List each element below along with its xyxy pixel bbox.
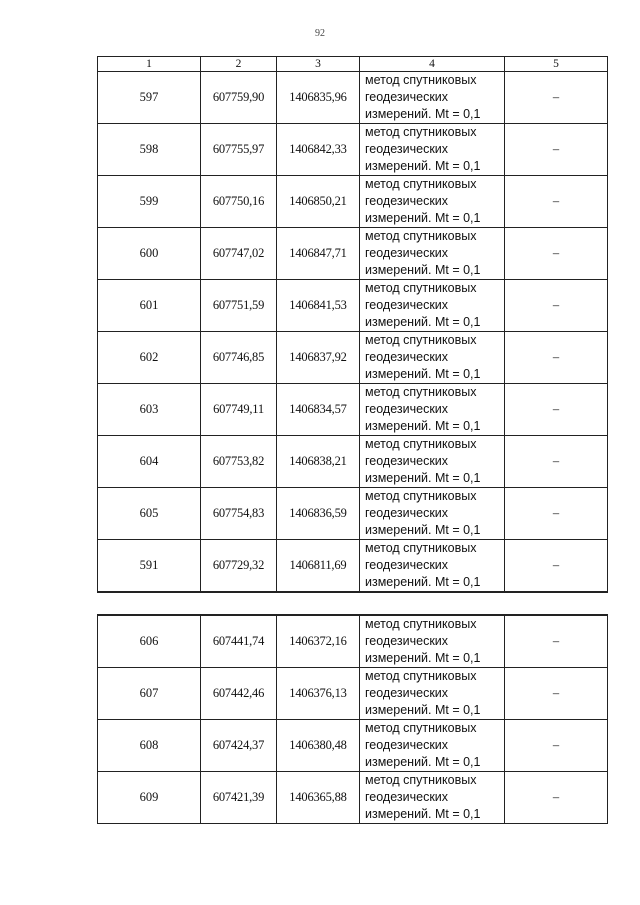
method-cell — [360, 772, 505, 824]
page-number: 92 — [315, 28, 325, 39]
x-coordinate-cell: 607746,85 — [201, 332, 277, 384]
method-cell — [360, 332, 505, 384]
method-cell — [360, 228, 505, 280]
point-number-cell: 602 — [98, 332, 201, 384]
point-number-cell: 603 — [98, 384, 201, 436]
method-cell — [360, 720, 505, 772]
method-line: геодезических — [365, 558, 449, 572]
method-cell — [360, 436, 505, 488]
note-cell: – — [505, 772, 608, 824]
y-coordinate-cell: 1406838,21 — [277, 436, 360, 488]
note-cell: – — [505, 436, 608, 488]
point-number-cell: 599 — [98, 176, 201, 228]
note-cell: – — [505, 615, 608, 668]
table-row — [98, 772, 608, 824]
table-row — [98, 540, 608, 593]
y-coordinate-cell: 1406811,69 — [277, 540, 360, 593]
method-line: геодезических — [365, 686, 449, 700]
y-coordinate-cell: 1406372,16 — [277, 615, 360, 668]
note-cell: – — [505, 332, 608, 384]
method-cell — [360, 124, 505, 176]
method-line: геодезических — [365, 634, 449, 648]
method-line: измерений. Mt = 0,1 — [365, 575, 481, 589]
method-line: геодезических — [365, 246, 449, 260]
table-row — [98, 488, 608, 540]
y-coordinate-cell: 1406380,48 — [277, 720, 360, 772]
method-cell — [360, 280, 505, 332]
method-line: геодезических — [365, 454, 449, 468]
method-line: геодезических — [365, 738, 449, 752]
method-line: измерений. Mt = 0,1 — [365, 703, 481, 717]
method-line: геодезических — [365, 402, 449, 416]
point-number-cell: 606 — [98, 615, 201, 668]
header-col-2: 2 — [201, 57, 277, 72]
y-coordinate-cell: 1406376,13 — [277, 668, 360, 720]
method-line: геодезических — [365, 790, 449, 804]
separator-cell — [98, 592, 608, 615]
method-cell — [360, 384, 505, 436]
x-coordinate-cell: 607759,90 — [201, 72, 277, 124]
point-number-cell: 600 — [98, 228, 201, 280]
table-row — [98, 332, 608, 384]
note-cell: – — [505, 720, 608, 772]
x-coordinate-cell: 607424,37 — [201, 720, 277, 772]
y-coordinate-cell: 1406847,71 — [277, 228, 360, 280]
y-coordinate-cell: 1406834,57 — [277, 384, 360, 436]
point-number-cell: 591 — [98, 540, 201, 593]
header-row — [98, 57, 608, 72]
y-coordinate-cell: 1406365,88 — [277, 772, 360, 824]
method-line: метод спутниковых — [365, 773, 477, 787]
point-number-cell: 601 — [98, 280, 201, 332]
note-cell: – — [505, 176, 608, 228]
method-line: метод спутниковых — [365, 541, 477, 555]
table-row — [98, 668, 608, 720]
method-line: измерений. Mt = 0,1 — [365, 367, 481, 381]
x-coordinate-cell: 607754,83 — [201, 488, 277, 540]
method-line: геодезических — [365, 142, 449, 156]
note-cell: – — [505, 124, 608, 176]
note-cell: – — [505, 668, 608, 720]
method-line: геодезических — [365, 350, 449, 364]
y-coordinate-cell: 1406836,59 — [277, 488, 360, 540]
method-line: метод спутниковых — [365, 437, 477, 451]
method-line: измерений. Mt = 0,1 — [365, 807, 481, 821]
section-separator — [98, 592, 608, 615]
method-line: измерений. Mt = 0,1 — [365, 107, 481, 121]
method-line: метод спутниковых — [365, 281, 477, 295]
method-line: геодезических — [365, 90, 449, 104]
method-cell — [360, 72, 505, 124]
method-line: геодезических — [365, 298, 449, 312]
table-row — [98, 124, 608, 176]
point-number-cell: 608 — [98, 720, 201, 772]
method-line: измерений. Mt = 0,1 — [365, 159, 481, 173]
table-row — [98, 720, 608, 772]
method-line: измерений. Mt = 0,1 — [365, 211, 481, 225]
header-col-3: 3 — [277, 57, 360, 72]
method-line: геодезических — [365, 506, 449, 520]
x-coordinate-cell: 607751,59 — [201, 280, 277, 332]
point-number-cell: 609 — [98, 772, 201, 824]
method-line: метод спутниковых — [365, 669, 477, 683]
point-number-cell: 597 — [98, 72, 201, 124]
table-row — [98, 176, 608, 228]
table-row — [98, 228, 608, 280]
y-coordinate-cell: 1406835,96 — [277, 72, 360, 124]
method-line: метод спутниковых — [365, 333, 477, 347]
method-line: метод спутниковых — [365, 125, 477, 139]
method-line: метод спутниковых — [365, 229, 477, 243]
x-coordinate-cell: 607441,74 — [201, 615, 277, 668]
method-cell — [360, 488, 505, 540]
table-row — [98, 436, 608, 488]
method-line: измерений. Mt = 0,1 — [365, 651, 481, 665]
note-cell: – — [505, 280, 608, 332]
method-line: геодезических — [365, 194, 449, 208]
table-row — [98, 72, 608, 124]
method-cell — [360, 668, 505, 720]
note-cell: – — [505, 384, 608, 436]
x-coordinate-cell: 607755,97 — [201, 124, 277, 176]
method-line: метод спутниковых — [365, 617, 477, 631]
method-line: измерений. Mt = 0,1 — [365, 315, 481, 329]
method-line: метод спутниковых — [365, 489, 477, 503]
method-cell — [360, 615, 505, 668]
note-cell: – — [505, 540, 608, 593]
point-number-cell: 604 — [98, 436, 201, 488]
method-line: метод спутниковых — [365, 73, 477, 87]
header-col-1: 1 — [98, 57, 201, 72]
x-coordinate-cell: 607729,32 — [201, 540, 277, 593]
point-number-cell: 605 — [98, 488, 201, 540]
x-coordinate-cell: 607749,11 — [201, 384, 277, 436]
x-coordinate-cell: 607750,16 — [201, 176, 277, 228]
method-line: метод спутниковых — [365, 177, 477, 191]
header-col-5: 5 — [505, 57, 608, 72]
table-row — [98, 615, 608, 668]
x-coordinate-cell: 607753,82 — [201, 436, 277, 488]
note-cell: – — [505, 488, 608, 540]
point-number-cell: 607 — [98, 668, 201, 720]
y-coordinate-cell: 1406850,21 — [277, 176, 360, 228]
coordinates-table — [97, 56, 608, 824]
note-cell: – — [505, 72, 608, 124]
point-number-cell: 598 — [98, 124, 201, 176]
method-line: измерений. Mt = 0,1 — [365, 471, 481, 485]
method-line: измерений. Mt = 0,1 — [365, 755, 481, 769]
table-row — [98, 280, 608, 332]
y-coordinate-cell: 1406842,33 — [277, 124, 360, 176]
header-col-4: 4 — [360, 57, 505, 72]
method-line: метод спутниковых — [365, 721, 477, 735]
table-row — [98, 384, 608, 436]
method-line: метод спутниковых — [365, 385, 477, 399]
x-coordinate-cell: 607747,02 — [201, 228, 277, 280]
method-line: измерений. Mt = 0,1 — [365, 419, 481, 433]
method-cell — [360, 176, 505, 228]
x-coordinate-cell: 607442,46 — [201, 668, 277, 720]
y-coordinate-cell: 1406837,92 — [277, 332, 360, 384]
method-cell — [360, 540, 505, 593]
method-line: измерений. Mt = 0,1 — [365, 523, 481, 537]
y-coordinate-cell: 1406841,53 — [277, 280, 360, 332]
x-coordinate-cell: 607421,39 — [201, 772, 277, 824]
method-line: измерений. Mt = 0,1 — [365, 263, 481, 277]
note-cell: – — [505, 228, 608, 280]
